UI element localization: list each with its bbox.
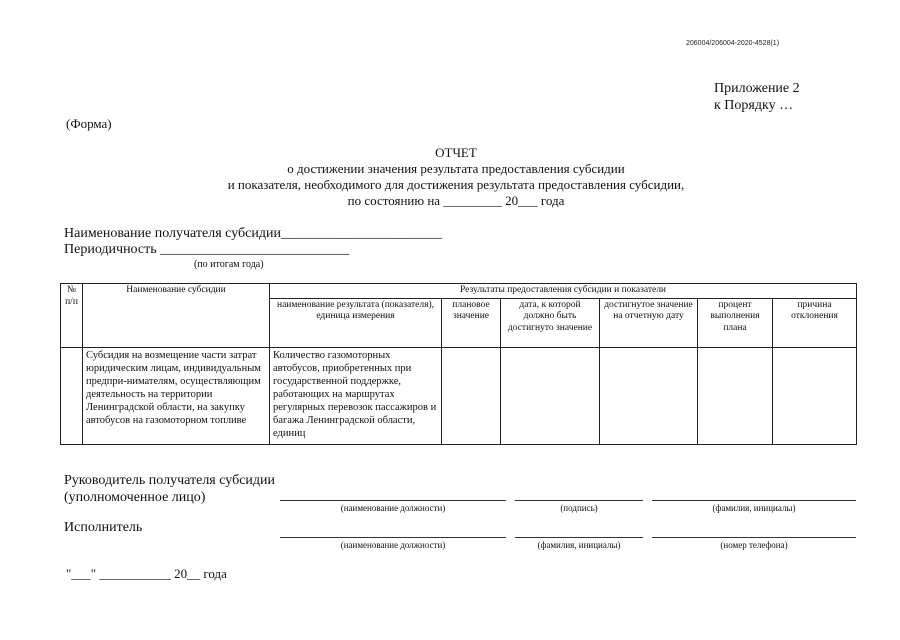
hint-position: (наименование должности) — [340, 503, 446, 513]
form-label: (Форма) — [66, 116, 112, 131]
header-subsidy-name: Наименование субсидии — [83, 284, 270, 348]
head-label-line-2: (уполномоченное лицо) — [64, 490, 206, 505]
recipient-name-field: Наименование получателя субсидии_______________________ — [64, 226, 442, 241]
head-position-line — [280, 500, 506, 501]
periodicity-hint: (по итогам года) — [194, 259, 264, 270]
executor-label: Исполнитель — [64, 520, 143, 535]
annex-line-2: к Порядку … — [714, 98, 794, 113]
title-line-4: по состоянию на _________ 20___ года — [347, 193, 565, 208]
hint-phone: (номер телефона) — [720, 540, 788, 550]
cell-subsidy-name: Субсидия на возмещение части затрат юридическим лицам, индивидуальным предпри-нимателям, осуществляющим деятельность на территории Ленинградской области, на закупку автобусов на газомоторном топливе — [83, 347, 270, 444]
table-row — [61, 347, 857, 444]
executor-position-line — [280, 537, 506, 538]
title-line-2: о достижении значения результата предоставления субсидии — [287, 161, 625, 176]
cell-planned-value — [442, 347, 501, 444]
header-percent: процент выполнения плана — [698, 298, 773, 347]
hint-fullname: (фамилия, инициалы) — [712, 503, 796, 513]
head-label-line-1: Руководитель получателя субсидии — [64, 473, 276, 488]
header-reason: причина отклонения — [773, 298, 857, 347]
executor-phone-line — [652, 537, 856, 538]
head-signature-line — [515, 500, 643, 501]
report-date-line: "___" ___________ 20__ года — [66, 566, 227, 581]
report-title — [150, 145, 762, 209]
cell-number — [61, 347, 83, 444]
table-header-row — [61, 284, 857, 299]
cell-achieved-value — [600, 347, 698, 444]
periodicity-field: Периодичность ___________________________ — [64, 242, 350, 257]
hint-signature: (подпись) — [560, 503, 598, 513]
hint-fullname-executor: (фамилия, инициалы) — [537, 540, 621, 550]
executor-fullname-line — [515, 537, 643, 538]
head-fullname-line — [652, 500, 856, 501]
annex-line-1: Приложение 2 — [714, 81, 800, 96]
document-id: 206004/206004-2020-4528(1) — [686, 40, 780, 47]
header-planned-value: плановое значение — [442, 298, 501, 347]
header-target-date: дата, к которой должно быть достигнуто значение — [501, 298, 600, 347]
cell-target-date — [501, 347, 600, 444]
header-result-name: наименование результата (показателя), единица измерения — [270, 298, 442, 347]
cell-percent — [698, 347, 773, 444]
header-number: № п/п — [61, 284, 83, 348]
head-signature-label — [64, 472, 284, 506]
hint-position-executor: (наименование должности) — [340, 540, 446, 550]
report-table — [60, 283, 857, 445]
header-achieved-value: достигнутое значение на отчетную дату — [600, 298, 698, 347]
header-results-group: Результаты предоставления субсидии и показатели — [270, 284, 857, 299]
cell-reason — [773, 347, 857, 444]
title-line-3: и показателя, необходимого для достижения результата предоставления субсидии, — [227, 177, 685, 192]
annex-reference — [714, 80, 894, 114]
cell-result-name: Количество газомоторных автобусов, приобретенных при государственной поддержке, работающих на маршрутах регулярных перевозок пассажиров и багажа Ленинградской области, единиц — [270, 347, 442, 444]
title-line-1: ОТЧЕТ — [435, 145, 477, 160]
